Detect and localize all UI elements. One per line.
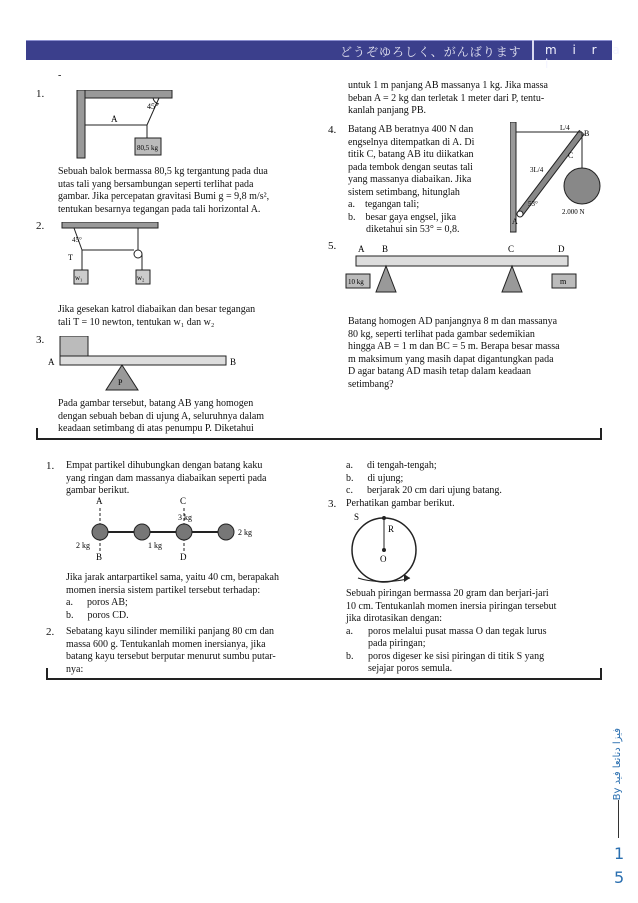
- b-q1-text: Empat partikel dihubungkan dengan batang kaku yang ringan dam massanya diabaikan seperti pada gambar berikut.: [66, 460, 267, 496]
- side-divider: [618, 800, 619, 838]
- q5-fig-D: D: [558, 244, 565, 254]
- b-q1-fig-m3: 3 kg: [178, 513, 192, 522]
- q5-fig-m: m: [560, 277, 567, 286]
- b-q1-number: 1.: [46, 460, 55, 472]
- q2-number: 2.: [36, 220, 45, 232]
- q3-number: 3.: [36, 334, 45, 346]
- q5-figure: [342, 240, 592, 298]
- b-q2-number: 2.: [46, 626, 55, 638]
- q4-fig-weight: 2.000 N: [562, 208, 585, 216]
- q3-fig-A: A: [48, 357, 55, 367]
- b-q1-fig-B: B: [96, 552, 103, 562]
- section2-rule: [46, 678, 602, 680]
- b-q3-figure: [344, 510, 444, 590]
- header-separator: [532, 40, 534, 60]
- q2-fig-T: T: [68, 253, 73, 262]
- q4-number: 4.: [328, 124, 337, 136]
- b-q1-fig-m1: 2 kg: [76, 541, 90, 550]
- q5-fig-B: B: [382, 244, 389, 254]
- q4-text: Batang AB beratnya 400 N dan engselnya ditempatkan di A. Di titik C, batang AB itu diikatkan pada tembok dengan seutas tali yang massanya diabaikan. Jika sistem setimbang, hitunglah a. tegangan tali; b. besar gaya engsel, jika diketahui sin 53° = 0,8.: [348, 124, 475, 235]
- q4-fig-L4: L/4: [560, 124, 570, 132]
- q4-fig-C: C: [568, 151, 574, 160]
- section2-bracket-right: [600, 668, 602, 680]
- b-q2-text: Sebatang kayu silinder memiliki panjang 80 cm dan massa 600 g. Tentukanlah momen inersianya, jika batang kayu tersebut berputar menurut sumbu putar- nya:: [66, 626, 276, 675]
- b-q1-fig-A: A: [96, 496, 103, 506]
- q3-fig-B: B: [230, 357, 237, 367]
- q1-text: Sebuah balok bermassa 80,5 kg tergantung pada dua utas tali yang bersambungan seperti terlihat pada gambar. Jika percepatan gravitasi Bumi g = 9,8 m/s², tentukan besarnya tegangan pada tali horizontal A.: [58, 166, 270, 215]
- b-q3-fig-O: O: [380, 554, 387, 564]
- b-q3-number: 3.: [328, 498, 337, 510]
- q3-fig-P: P: [118, 378, 123, 387]
- q1-figure: [75, 90, 175, 160]
- q1-fig-rope: A: [111, 114, 118, 124]
- q1-number: 1.: [36, 88, 45, 100]
- q5-fig-A: A: [358, 244, 365, 254]
- q4-fig-angle: 53°: [528, 200, 538, 208]
- b-q1-fig-C: C: [180, 496, 187, 506]
- header-motto: どうぞゆろしく、がんばります: [340, 45, 522, 59]
- author-credit: By فيزا دناتعا فيد: [612, 728, 623, 801]
- q4-fig-A: A: [512, 217, 518, 226]
- q3-figure: [44, 336, 244, 396]
- q2-fig-w1: w₁: [75, 274, 83, 282]
- section-rule: [36, 438, 602, 440]
- b-q3-fig-R: R: [388, 524, 395, 534]
- q5-fig-10kg: 10 kg: [348, 278, 364, 286]
- b-q3-title: Perhatikan gambar berikut.: [346, 498, 455, 509]
- page-number: 1 5: [614, 844, 625, 887]
- stray-mark: -: [58, 70, 62, 81]
- q1-fig-angle: 45°: [147, 102, 159, 111]
- b-r-opts: a. di tengah-tengah; b. di ujung; c. berjarak 20 cm dari ujung batang.: [346, 460, 502, 496]
- q5-number: 5.: [328, 240, 337, 252]
- q5-fig-C: C: [508, 244, 515, 254]
- q2-text: Jika gesekan katrol diabaikan dan besar tegangan tali T = 10 newton, tentukan w₁ dan w₂: [58, 304, 256, 328]
- continuation-text: untuk 1 m panjang AB massanya 1 kg. Jika massa beban A = 2 kg dan terletak 1 meter dari P, tentu- kanlah panjang PB.: [348, 80, 548, 116]
- b-q3-fig-S: S: [354, 512, 360, 522]
- q2-fig-w2: w₂: [137, 274, 145, 282]
- b-q1-fig-m2: 1 kg: [148, 541, 162, 550]
- q5-text: Batang homogen AD panjangnya 8 m dan massanya 80 kg, seperti terlihat pada gambar sedemikian hingga AB = 1 m dan BC = 5 m. Berapa besar massa m maksimum yang masih dapat digantungkan pada D agar batang AD masih tetap dalam keadaan setimbang?: [348, 316, 560, 390]
- q4-fig-3L4: 3L/4: [530, 166, 544, 174]
- b-q1-figure: [66, 496, 276, 562]
- q2-fig-angle: 45°: [72, 236, 82, 244]
- header-brand: m i r a i: [545, 43, 626, 71]
- q1-fig-mass: 80,5 kg: [137, 144, 158, 152]
- q2-figure: [60, 222, 160, 290]
- q4-fig-B: B: [584, 129, 590, 138]
- b-q1-fig-m4: 2 kg: [238, 528, 252, 537]
- q4-figure: [510, 122, 605, 234]
- b-q1-fig-D: D: [180, 552, 187, 562]
- b-q1-text2: Jika jarak antarpartikel sama, yaitu 40 cm, berapakah momen inersia sistem partikel tersebut terhadap: a. poros AB; b. poros CD.: [66, 572, 279, 621]
- q3-text: Pada gambar tersebut, batang AB yang homogen dengan sebuah beban di ujung A, seluruhnya dalam keadaan setimbang di atas penumpu P. Diketahui: [58, 398, 265, 434]
- b-q3-text: Sebuah piringan bermassa 20 gram dan berjari-jari 10 cm. Tentukanlah momen inersia piringan tersebut jika dirotasikan dengan: a. poros melalui pusat massa O dan tegak lurus pada piringan; b. poros digeser ke sisi piringan di titik S yang sejajar poros semula.: [346, 588, 557, 674]
- header-bar: [26, 40, 612, 60]
- section-bracket-right: [600, 428, 602, 440]
